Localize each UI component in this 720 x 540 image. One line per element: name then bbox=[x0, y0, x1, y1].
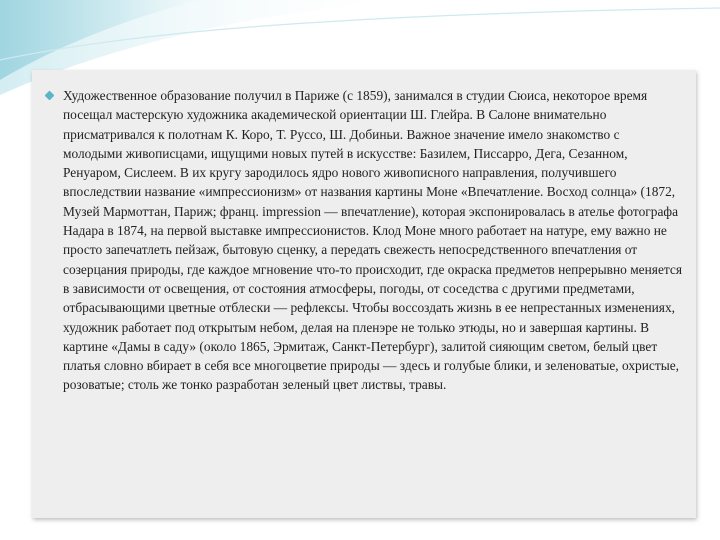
bullet-item bbox=[46, 86, 682, 395]
content-box bbox=[32, 70, 696, 518]
diamond-bullet-icon bbox=[45, 91, 55, 101]
bullet-paragraph: Художественное образование получил в Париже (с 1859), занимался в студии Сюиса, некоторое время посещал мастерскую художника академической ориентации Ш. Глейра. В Салоне внимательно присматривался к полотнам К. Коро, Т. Руссо, Ш. Добиньи. Важное значение имело знакомство с молодыми живописцами, ищущими новых путей в искусстве: Базилем, Писсарро, Дега, Сезанном, Ренуаром, Сислеем. В их кругу зародилось ядро нового живописного направления, получившего впоследствии название «импрессионизм» от названия картины Моне «Впечатление. Восход солнца» (1872, Музей Мармоттан, Париж; франц. impression — впечатление), которая экспонировалась в ателье фотографа Надара в 1874, на первой выставке импрессионистов. Клод Моне много работает на натуре, ему важно не просто запечатлеть пейзаж, бытовую сценку, а передать свежесть непосредственного впечатления от созерцания природы, где каждое мгновение что-то происходит, где окраска предметов непрерывно меняется в зависимости от освещения, от состояния атмосферы, погоды, от соседства с другими предметами, отбрасывающими цветные отблески — рефлексы. Чтобы воссоздать жизнь в ее непрестанных изменениях, художник работает под открытым небом, делая на пленэре не только этюды, но и завершая картины. В картине «Дамы в саду» (около 1865, Эрмитаж, Санкт-Петербург), залитой сияющим светом, белый цвет платья словно вбирает в себя все многоцветие природы — здесь и голубые блики, и зеленоватые, охристые, розоватые; столь же тонко разработан зеленый цвет листвы, травы. bbox=[63, 88, 683, 393]
